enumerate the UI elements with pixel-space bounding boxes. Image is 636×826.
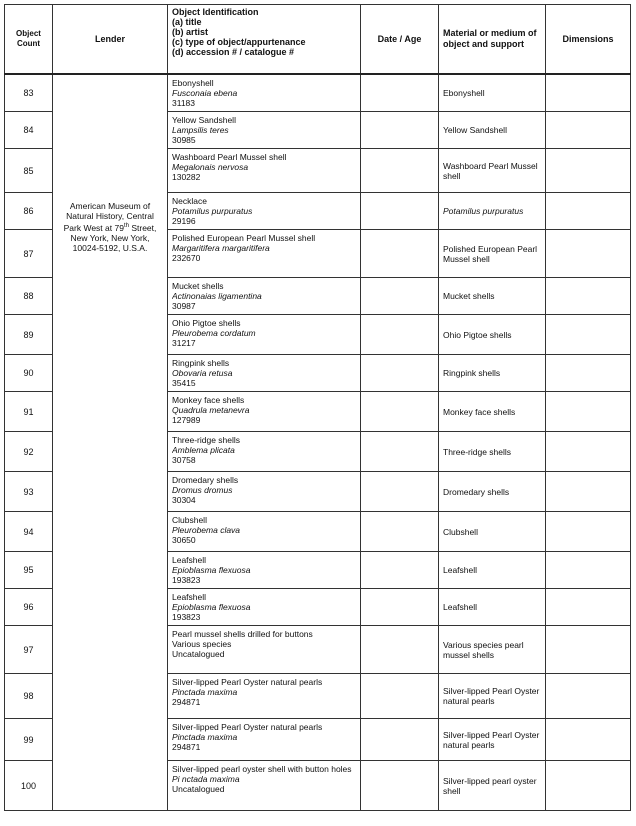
object-catalogue-number: 232670 — [172, 253, 201, 263]
object-count-cell: 89 — [5, 315, 53, 355]
object-count-cell: 100 — [5, 761, 53, 811]
material-cell: Ohio Pigtoe shells — [439, 315, 546, 355]
object-count-cell: 98 — [5, 674, 53, 719]
dimensions-cell — [546, 74, 631, 112]
object-title: Necklace — [172, 196, 207, 206]
object-catalogue-number: 31217 — [172, 338, 196, 348]
dimensions-cell — [546, 432, 631, 472]
object-identification-cell — [168, 719, 361, 761]
object-species: Megalonais nervosa — [172, 162, 249, 172]
date-age-cell — [361, 761, 439, 811]
object-title: Silver-lipped Pearl Oyster natural pearls — [172, 677, 323, 687]
object-title: Monkey face shells — [172, 395, 245, 405]
object-title: Leafshell — [172, 592, 207, 602]
header-ident-title: Object Identification — [172, 7, 259, 17]
object-identification-cell — [168, 626, 361, 674]
date-age-cell — [361, 719, 439, 761]
object-count-cell: 96 — [5, 589, 53, 626]
object-identification-cell — [168, 432, 361, 472]
material-cell: Silver-lipped pearl oyster shell — [439, 761, 546, 811]
object-title: Yellow Sandshell — [172, 115, 236, 125]
object-title: Ohio Pigtoe shells — [172, 318, 241, 328]
header-object-identification — [168, 5, 361, 75]
dimensions-cell — [546, 552, 631, 589]
date-age-cell — [361, 149, 439, 193]
object-species: Amblema plicata — [172, 445, 235, 455]
object-count-cell: 91 — [5, 392, 53, 432]
object-species: Actinonaias ligamentina — [172, 291, 262, 301]
date-age-cell — [361, 674, 439, 719]
dimensions-cell — [546, 112, 631, 149]
object-title: Silver-lipped pearl oyster shell with button holes — [172, 764, 352, 774]
dimensions-cell — [546, 719, 631, 761]
object-title: Dromedary shells — [172, 475, 239, 485]
object-count-cell: 92 — [5, 432, 53, 472]
dimensions-cell — [546, 230, 631, 278]
material-cell: Leafshell — [439, 589, 546, 626]
header-dimensions: Dimensions — [546, 5, 631, 75]
object-catalogue-number: Uncatalogued — [172, 649, 225, 659]
object-identification-cell — [168, 315, 361, 355]
date-age-cell — [361, 193, 439, 230]
object-identification-cell — [168, 674, 361, 719]
object-count-cell: 87 — [5, 230, 53, 278]
object-catalogue-number: 294871 — [172, 697, 201, 707]
date-age-cell — [361, 74, 439, 112]
date-age-cell — [361, 112, 439, 149]
object-identification-cell — [168, 193, 361, 230]
material-cell: Monkey face shells — [439, 392, 546, 432]
object-species: Various species — [172, 639, 232, 649]
header-material: Material or medium of object and support — [439, 5, 546, 75]
dimensions-cell — [546, 278, 631, 315]
object-title: Pearl mussel shells drilled for buttons — [172, 629, 313, 639]
object-count-cell: 86 — [5, 193, 53, 230]
object-catalogue-number: 35415 — [172, 378, 196, 388]
material-cell: Washboard Pearl Mussel shell — [439, 149, 546, 193]
object-catalogue-number: 193823 — [172, 612, 201, 622]
date-age-cell — [361, 315, 439, 355]
dimensions-cell — [546, 355, 631, 392]
object-identification-cell — [168, 112, 361, 149]
header-ident-a: (a) title — [172, 17, 202, 27]
object-identification-cell — [168, 589, 361, 626]
date-age-cell — [361, 355, 439, 392]
header-lender: Lender — [53, 5, 168, 75]
object-identification-cell — [168, 74, 361, 112]
object-identification-cell — [168, 278, 361, 315]
object-count-cell: 83 — [5, 74, 53, 112]
material-cell: Mucket shells — [439, 278, 546, 315]
object-count-cell: 90 — [5, 355, 53, 392]
object-count-cell: 94 — [5, 512, 53, 552]
object-identification-cell — [168, 392, 361, 432]
object-species: Pi nctada maxima — [172, 774, 240, 784]
header-date-age: Date / Age — [361, 5, 439, 75]
object-catalogue-number: 294871 — [172, 742, 201, 752]
material-cell: Clubshell — [439, 512, 546, 552]
object-count-cell: 88 — [5, 278, 53, 315]
object-catalogue-number: 30985 — [172, 135, 196, 145]
lender-line: Natural History, Central — [66, 211, 154, 221]
object-catalogue-number: 30758 — [172, 455, 196, 465]
object-identification-cell — [168, 149, 361, 193]
table-body — [5, 74, 631, 811]
material-cell: Various species pearl mussel shells — [439, 626, 546, 674]
object-species: Pinctada maxima — [172, 732, 238, 742]
lender-line: Park West at 79th Street, — [63, 222, 157, 233]
object-catalogue-number: Uncatalogued — [172, 784, 225, 794]
dimensions-cell — [546, 761, 631, 811]
material-cell: Potamilus purpuratus — [439, 193, 546, 230]
object-species: Pleurobema clava — [172, 525, 241, 535]
object-title: Polished European Pearl Mussel shell — [172, 233, 316, 243]
header-ident-d: (d) accession # / catalogue # — [172, 47, 295, 57]
dimensions-cell — [546, 193, 631, 230]
object-catalogue-number: 30650 — [172, 535, 196, 545]
header-row — [5, 5, 631, 75]
header-ident-b: (b) artist — [172, 27, 208, 37]
material-cell: Dromedary shells — [439, 472, 546, 512]
object-catalogue-number: 127989 — [172, 415, 201, 425]
object-species: Pleurobema cordatum — [172, 328, 256, 338]
material-cell: Polished European Pearl Mussel shell — [439, 230, 546, 278]
date-age-cell — [361, 230, 439, 278]
dimensions-cell — [546, 149, 631, 193]
date-age-cell — [361, 392, 439, 432]
object-identification-cell — [168, 552, 361, 589]
object-identification-cell — [168, 761, 361, 811]
object-species: Lampsilis teres — [172, 125, 229, 135]
object-count-cell: 93 — [5, 472, 53, 512]
object-title: Mucket shells — [172, 281, 224, 291]
material-cell: Ringpink shells — [439, 355, 546, 392]
object-species: Epioblasma flexuosa — [172, 565, 251, 575]
lender-line: American Museum of — [69, 201, 151, 211]
object-identification-cell — [168, 512, 361, 552]
table-row — [5, 74, 631, 112]
date-age-cell — [361, 589, 439, 626]
date-age-cell — [361, 552, 439, 589]
object-catalogue-number: 31183 — [172, 98, 196, 108]
object-species: Dromus dromus — [172, 485, 233, 495]
object-species: Obovaria retusa — [172, 368, 233, 378]
object-count-cell: 97 — [5, 626, 53, 674]
object-title: Clubshell — [172, 515, 207, 525]
dimensions-cell — [546, 512, 631, 552]
object-species: Potamilus purpuratus — [172, 206, 253, 216]
material-cell: Yellow Sandshell — [439, 112, 546, 149]
object-count-cell: 95 — [5, 552, 53, 589]
material-cell: Leafshell — [439, 552, 546, 589]
dimensions-cell — [546, 589, 631, 626]
object-title: Three-ridge shells — [172, 435, 241, 445]
dimensions-cell — [546, 472, 631, 512]
date-age-cell — [361, 432, 439, 472]
lender-line: 10024-5192, U.S.A. — [72, 242, 148, 253]
object-title: Washboard Pearl Mussel shell — [172, 152, 287, 162]
object-title: Ringpink shells — [172, 358, 230, 368]
object-title: Ebonyshell — [172, 78, 214, 88]
material-cell: Three-ridge shells — [439, 432, 546, 472]
header-ident-c: (c) type of object/appurtenance — [172, 37, 306, 47]
date-age-cell — [361, 472, 439, 512]
object-catalogue-number: 30987 — [172, 301, 196, 311]
object-species: Pinctada maxima — [172, 687, 238, 697]
object-title: Silver-lipped Pearl Oyster natural pearls — [172, 722, 323, 732]
date-age-cell — [361, 512, 439, 552]
lender-line: New York, New York, — [70, 232, 150, 243]
object-species: Margaritifera margaritifera — [172, 243, 270, 253]
object-identification-cell — [168, 230, 361, 278]
object-count-cell: 84 — [5, 112, 53, 149]
date-age-cell — [361, 278, 439, 315]
object-catalogue-number: 29196 — [172, 216, 196, 226]
object-catalogue-number: 30304 — [172, 495, 196, 505]
object-count-cell: 85 — [5, 149, 53, 193]
dimensions-cell — [546, 626, 631, 674]
dimensions-cell — [546, 674, 631, 719]
object-count-cell: 99 — [5, 719, 53, 761]
dimensions-cell — [546, 392, 631, 432]
object-species: Fusconaia ebena — [172, 88, 238, 98]
dimensions-cell — [546, 315, 631, 355]
object-catalogue-number: 193823 — [172, 575, 201, 585]
object-title: Leafshell — [172, 555, 207, 565]
material-cell: Ebonyshell — [439, 74, 546, 112]
object-identification-cell — [168, 355, 361, 392]
lender-cell — [53, 74, 168, 811]
date-age-cell — [361, 626, 439, 674]
object-identification-cell — [168, 472, 361, 512]
object-species: Epioblasma flexuosa — [172, 602, 251, 612]
header-object-count: Object Count — [5, 5, 53, 75]
material-cell: Silver-lipped Pearl Oyster natural pearls — [439, 674, 546, 719]
material-cell: Silver-lipped Pearl Oyster natural pearls — [439, 719, 546, 761]
object-species: Quadrula metanevra — [172, 405, 250, 415]
loan-objects-table — [4, 4, 631, 811]
object-catalogue-number: 130282 — [172, 172, 201, 182]
